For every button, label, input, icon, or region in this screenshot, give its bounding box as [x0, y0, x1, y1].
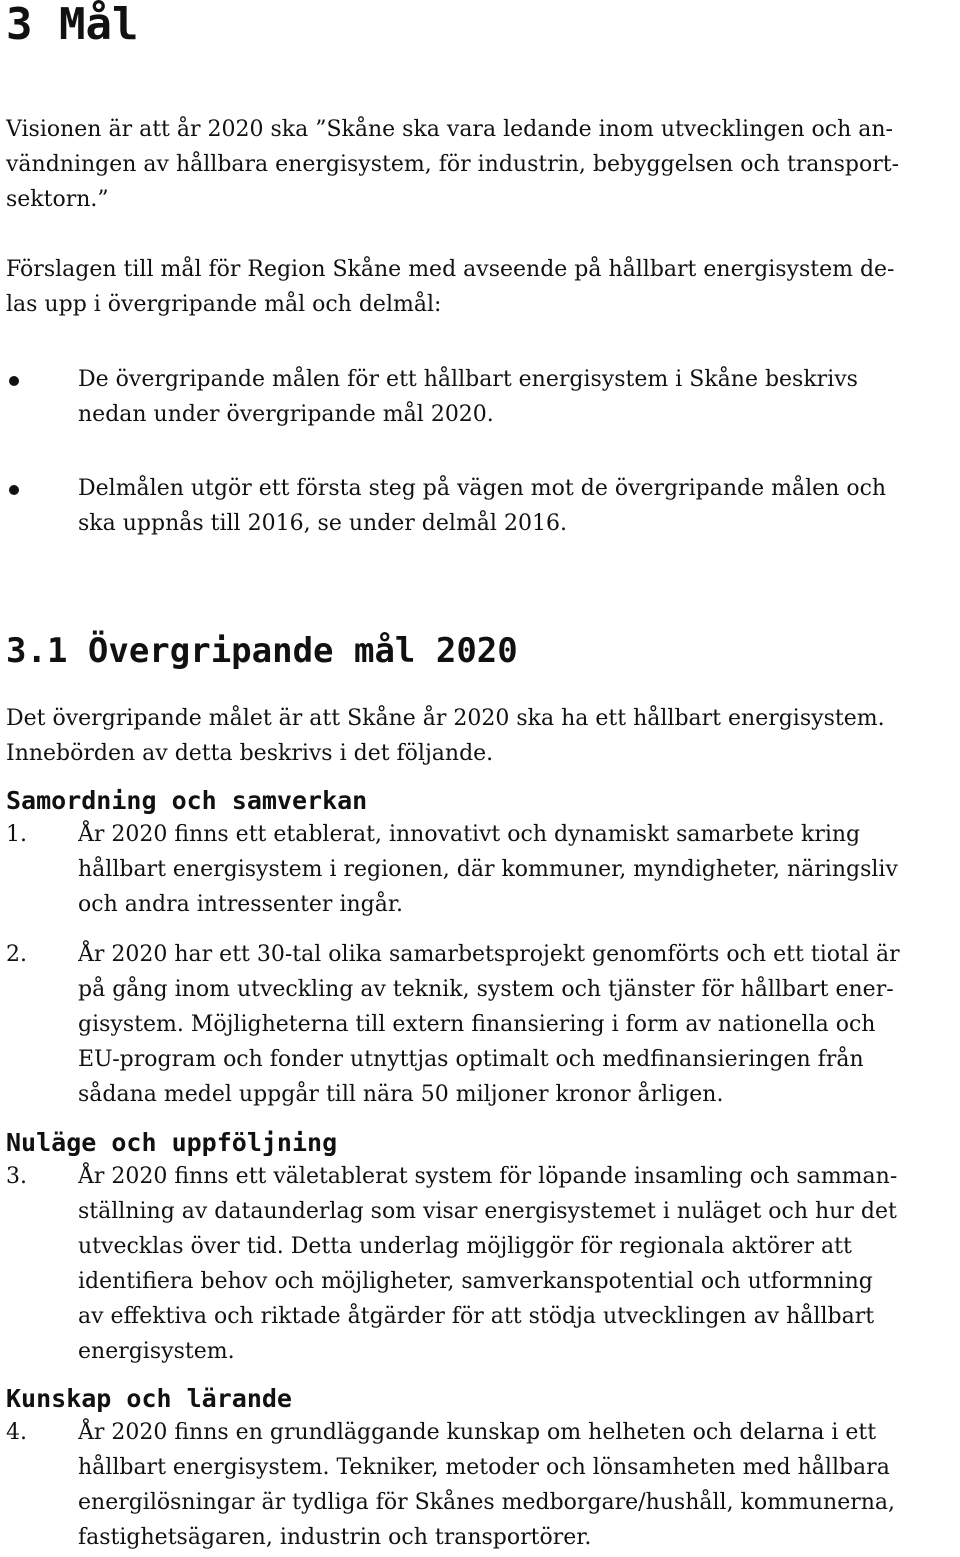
- goal-line: utvecklas över tid. Detta underlag möjliggör för regionala aktörer att: [78, 1234, 852, 1259]
- item-number: 1.: [6, 822, 27, 847]
- section-intro: [6, 701, 956, 771]
- item-number: 2.: [6, 942, 27, 967]
- goal-line: identifiera behov och möjligheter, samverkanspotential och utformning: [78, 1269, 873, 1294]
- section-heading: 3.1 Övergripande mål 2020: [6, 631, 518, 671]
- section-intro-line: Innebörden av detta beskrivs i det följande.: [6, 741, 494, 766]
- goal-item: [78, 937, 956, 1112]
- goal-line: och andra intressenter ingår.: [78, 892, 403, 917]
- goal-line: energilösningar är tydliga för Skånes medborgare/hushåll, kommunerna,: [78, 1490, 896, 1515]
- goal-line: År 2020 finns en grundläggande kunskap om helheten och delarna i ett: [78, 1420, 877, 1445]
- goal-item: [78, 1159, 956, 1369]
- goal-line: ställning av dataunderlag som visar energisystemet i nuläget och hur det: [78, 1199, 897, 1224]
- subsection-heading: Kunskap och lärande: [6, 1384, 292, 1413]
- goal-line: energisystem.: [78, 1339, 235, 1364]
- item-number: 3.: [6, 1164, 27, 1189]
- intro-line: vändningen av hållbara energisystem, för industrin, bebyggelsen och transport-: [6, 152, 899, 177]
- bullet-line: Delmålen utgör ett första steg på vägen mot de övergripande målen och: [78, 476, 887, 501]
- goal-line: hållbart energisystem. Tekniker, metoder och lönsamheten med hållbara: [78, 1455, 890, 1480]
- goal-line: gisystem. Möjligheterna till extern finansiering i form av nationella och: [78, 1012, 876, 1037]
- goal-line: År 2020 finns ett väletablerat system för löpande insamling och samman-: [78, 1164, 898, 1189]
- proposal-paragraph: [6, 252, 956, 322]
- bullet-item: [78, 471, 956, 541]
- goal-line: hållbart energisystem i regionen, där kommuner, myndigheter, näringsliv: [78, 857, 898, 882]
- subsection-heading: Samordning och samverkan: [6, 786, 368, 815]
- goal-line: av effektiva och riktade åtgärder för att stödja utvecklingen av hållbart: [78, 1304, 875, 1329]
- item-number: 4.: [6, 1420, 27, 1445]
- goal-line: sådana medel uppgår till nära 50 miljoner kronor årligen.: [78, 1082, 724, 1107]
- proposal-line: las upp i övergripande mål och delmål:: [6, 292, 442, 317]
- goal-line: EU-program och fonder utnyttjas optimalt och medfinansieringen från: [78, 1047, 864, 1072]
- subsection-heading: Nuläge och uppföljning: [6, 1128, 338, 1157]
- chapter-heading: 3 Mål: [6, 0, 139, 50]
- bullet-line: ska uppnås till 2016, se under delmål 2016.: [78, 511, 567, 536]
- goal-item: [78, 817, 956, 922]
- proposal-line: Förslagen till mål för Region Skåne med avseende på hållbart energisystem de-: [6, 257, 895, 282]
- intro-line: sektorn.”: [6, 187, 109, 212]
- bullet-icon: [9, 485, 19, 495]
- section-intro-line: Det övergripande målet är att Skåne år 2020 ska ha ett hållbart energisystem.: [6, 706, 885, 731]
- intro-line: Visionen är att år 2020 ska ”Skåne ska vara ledande inom utvecklingen och an-: [6, 117, 893, 142]
- goal-item: [78, 1415, 956, 1555]
- goal-line: År 2020 finns ett etablerat, innovativt och dynamiskt samarbete kring: [78, 822, 861, 847]
- bullet-icon: [9, 376, 19, 386]
- bullet-line: De övergripande målen för ett hållbart energisystem i Skåne beskrivs: [78, 367, 858, 392]
- goal-line: År 2020 har ett 30-tal olika samarbetsprojekt genomförts och ett tiotal är: [78, 942, 900, 967]
- goal-line: på gång inom utveckling av teknik, system och tjänster för hållbart ener-: [78, 977, 894, 1002]
- intro-paragraph: [6, 112, 956, 217]
- bullet-line: nedan under övergripande mål 2020.: [78, 402, 494, 427]
- goal-line: fastighetsägaren, industrin och transportörer.: [78, 1525, 592, 1550]
- bullet-item: [78, 362, 956, 432]
